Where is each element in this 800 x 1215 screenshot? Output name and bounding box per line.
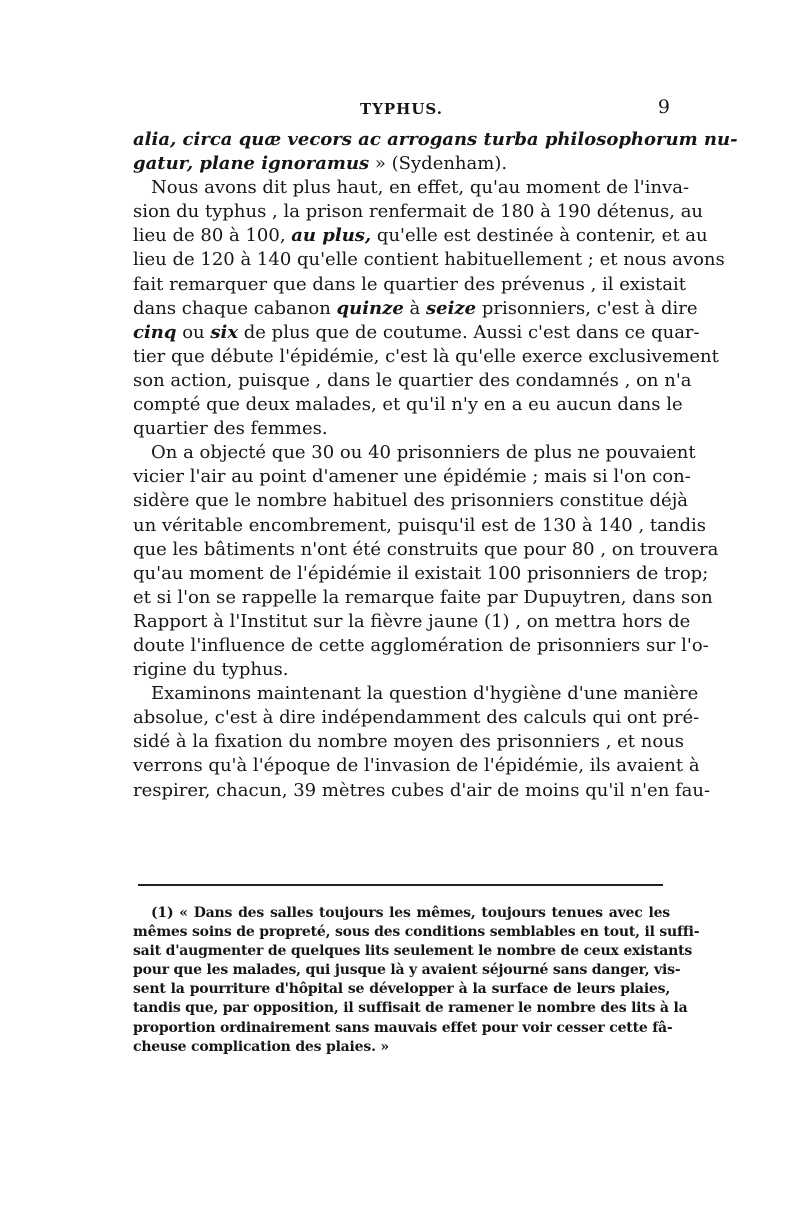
footnote-line: tandis que, par opposition, il suffisait de ramener le nombre des lits à la <box>133 1000 688 1017</box>
running-head <box>133 96 670 120</box>
text-line: dans chaque cabanon quinze à seize prisonniers, c'est à dire <box>133 297 698 319</box>
text-line: que les bâtiments n'ont été construits que pour 80 , on trouvera <box>133 538 719 560</box>
footnote-line: cheuse complication des plaies. » <box>133 1038 389 1055</box>
footnote <box>133 904 700 1057</box>
text-line: alia, circa quæ vecors ac arrogans turba philosophorum nu- <box>133 129 738 150</box>
footnote-line: sent la pourriture d'hôpital se développer à la surface de leurs plaies, <box>133 981 670 998</box>
text-line: verrons qu'à l'époque de l'invasion de l'épidémie, ils avaient à <box>133 755 700 777</box>
text-line: sidé à la fixation du nombre moyen des prisonniers , et nous <box>133 731 685 753</box>
footnote-line: (1) « Dans des salles toujours les mêmes, toujours tenues avec les <box>151 905 670 921</box>
text-line: respirer, chacun, 39 mètres cubes d'air de moins qu'il n'en fau- <box>133 779 711 801</box>
text-line: rigine du typhus. <box>133 659 289 681</box>
main-text <box>133 128 738 803</box>
text-line: vicier l'air au point d'amener une épidémie ; mais si l'on con- <box>133 466 691 488</box>
paragraph-start: Examinons maintenant la question d'hygiène d'une manière <box>151 683 699 705</box>
text-line: absolue, c'est à dire indépendamment des calculs qui ont pré- <box>133 707 700 729</box>
text-line: lieu de 120 à 140 qu'elle contient habituellement ; et nous avons <box>133 249 725 271</box>
text-line: compté que deux malades, et qu'il n'y en a eu aucun dans le <box>133 394 683 416</box>
text-line: son action, puisque , dans le quartier des condamnés , on n'a <box>133 369 692 391</box>
footnote-line: sait d'augmenter de quelques lits seulement le nombre de ceux existants <box>133 943 693 960</box>
footnote-divider <box>138 884 663 886</box>
text-line: et si l'on se rappelle la remarque faite par Dupuytren, dans son <box>133 586 713 608</box>
paragraph-start: On a objecté que 30 ou 40 prisonniers de plus ne pouvaient <box>151 442 696 464</box>
text-line: un véritable encombrement, puisqu'il est de 130 à 140 , tandis <box>133 514 706 536</box>
text-line: gatur, plane ignoramus » (Sydenham). <box>133 153 508 175</box>
text-line: quartier des femmes. <box>133 418 328 440</box>
footnote-line: proportion ordinairement sans mauvais effet pour voir cesser cette fâ- <box>133 1019 673 1036</box>
text-line: qu'au moment de l'épidémie il existait 100 prisonniers de trop; <box>133 562 709 584</box>
text-line: Rapport à l'Institut sur la fièvre jaune (1) , on mettra hors de <box>133 610 691 632</box>
paragraph-start: Nous avons dit plus haut, en effet, qu'au moment de l'inva- <box>151 177 690 199</box>
text-line: cinq ou six de plus que de coutume. Aussi c'est dans ce quar- <box>133 321 700 343</box>
footnote-line: mêmes soins de propreté, sous des conditions semblables en tout, il suffi- <box>133 924 700 941</box>
text-line: tier que débute l'épidémie, c'est là qu'elle exerce exclusivement <box>133 345 719 367</box>
text-line: fait remarquer que dans le quartier des prévenus , il existait <box>133 273 687 295</box>
running-title: TYPHUS. <box>360 100 443 118</box>
text-line: lieu de 80 à 100, au plus, qu'elle est destinée à contenir, et au <box>133 225 708 247</box>
text-line: sion du typhus , la prison renfermait de 180 à 190 détenus, au <box>133 201 704 223</box>
text-line: sidère que le nombre habituel des prisonniers constitue déjà <box>133 490 689 512</box>
text-line: doute l'influence de cette agglomération de prisonniers sur l'o- <box>133 634 709 656</box>
page-number: 9 <box>657 96 670 118</box>
footnote-line: pour que les malades, qui jusque là y avaient séjourné sans danger, vis- <box>133 962 681 979</box>
